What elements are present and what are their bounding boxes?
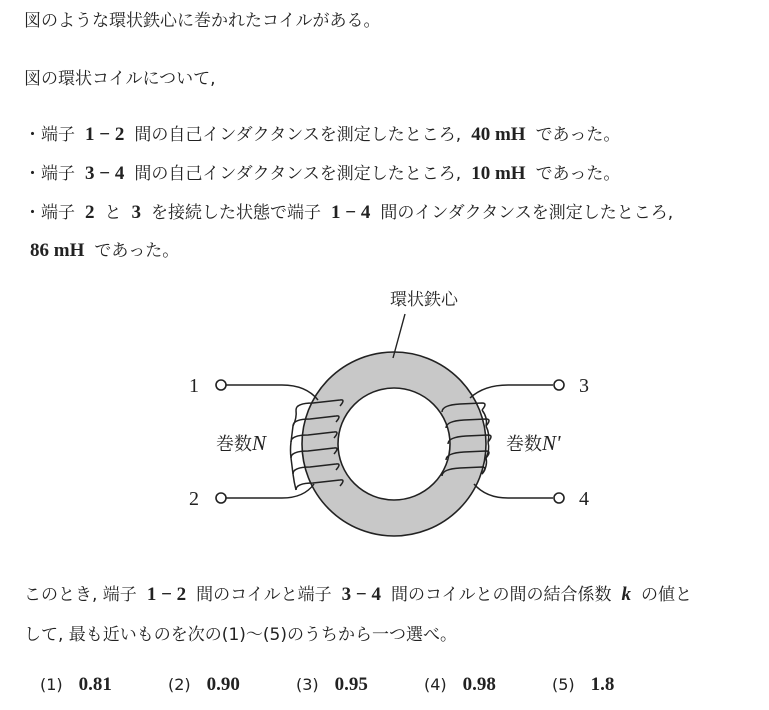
choice-1-value: 0.81 (78, 674, 112, 695)
bullet-2-mid: 間の自己インダクタンスを測定したところ, (134, 164, 462, 184)
turns-right-var: N' (542, 431, 561, 455)
terminal-4-label: 4 (579, 488, 589, 510)
choice-2-value: 0.90 (206, 674, 240, 695)
choice-3-value: 0.95 (334, 674, 368, 695)
terminal-4-circle (554, 493, 564, 503)
bullet-2-terminals: 3 − 4 (85, 163, 125, 184)
bullet-2-pre: ・端子 (24, 164, 75, 184)
answer-choices (40, 674, 680, 696)
bullet-1-post: であった。 (535, 125, 621, 145)
lead-text: 図の環状コイルについて, (24, 69, 216, 89)
choice-2[interactable] (168, 674, 296, 696)
bullet-3-pre: ・端子 (24, 203, 75, 223)
question-part-a: このとき, 端子 (24, 585, 137, 605)
choice-5-value: 1.8 (590, 674, 615, 695)
bullet-3-post: 間のインダクタンスを測定したところ, (380, 203, 674, 223)
bullet-1-pre: ・端子 (24, 125, 75, 145)
turns-right-label (506, 431, 561, 455)
lead-wire-3 (470, 385, 553, 398)
question-part-c: 間のコイルとの間の結合係数 (390, 585, 612, 605)
bullet-3-and: と (104, 203, 122, 223)
choice-3[interactable] (296, 674, 424, 696)
terminal-2-circle (216, 493, 226, 503)
bullet-3-terminal-b: 3 (131, 202, 141, 223)
question-part-d: の値と (640, 585, 692, 605)
bullet-2-post: であった。 (535, 164, 621, 184)
bullet-3-cont-post: であった。 (94, 241, 180, 261)
question-k: k (621, 584, 631, 605)
lead-wire-1 (226, 385, 318, 400)
turns-left-label (216, 431, 267, 455)
choice-1[interactable] (40, 674, 168, 696)
question-part-b: 間のコイルと端子 (196, 585, 332, 605)
bullet-1-mid: 間の自己インダクタンスを測定したところ, (134, 125, 462, 145)
lead-wire-2 (226, 484, 314, 498)
terminal-1-label: 1 (189, 375, 199, 397)
turns-left-text: 巻数 (216, 434, 252, 455)
intro-text: 図のような環状鉄心に巻かれたコイルがある。 (24, 11, 381, 31)
choice-5[interactable] (552, 674, 680, 696)
choice-4-value: 0.98 (462, 674, 496, 695)
choice-1-number: (1) (40, 675, 63, 694)
question-line-1 (24, 580, 692, 606)
choice-5-number: (5) (552, 675, 575, 694)
question-terminals-1: 1 − 2 (146, 584, 187, 605)
core-label: 環状鉄心 (390, 290, 458, 310)
bullet-2-value: 10 mH (471, 163, 526, 184)
question-line-2: して, 最も近いものを次の(1)〜(5)のうちから一つ選べ。 (24, 625, 457, 645)
bullet-3-terminal-a: 2 (85, 202, 95, 223)
terminal-3-circle (554, 380, 564, 390)
choice-2-number: (2) (168, 675, 191, 694)
bullet-3-terminals: 1 − 4 (331, 202, 371, 223)
toroidal-core (302, 352, 486, 536)
choice-3-number: (3) (296, 675, 319, 694)
terminal-1-circle (216, 380, 226, 390)
bullet-1-value: 40 mH (471, 124, 526, 145)
question-terminals-2: 3 − 4 (341, 584, 381, 605)
terminal-3-label: 3 (579, 375, 589, 397)
choice-4-number: (4) (424, 675, 447, 694)
bullet-3-mid: を接続した状態で端子 (151, 203, 321, 223)
bullet-1-terminals: 1 − 2 (85, 124, 125, 145)
turns-right-text: 巻数 (506, 434, 542, 455)
choice-4[interactable] (424, 674, 552, 696)
turns-left-var: N (252, 431, 267, 455)
terminal-2-label: 2 (189, 488, 199, 510)
lead-wire-4 (474, 484, 553, 498)
bullet-3-value: 86 mH (30, 240, 85, 261)
